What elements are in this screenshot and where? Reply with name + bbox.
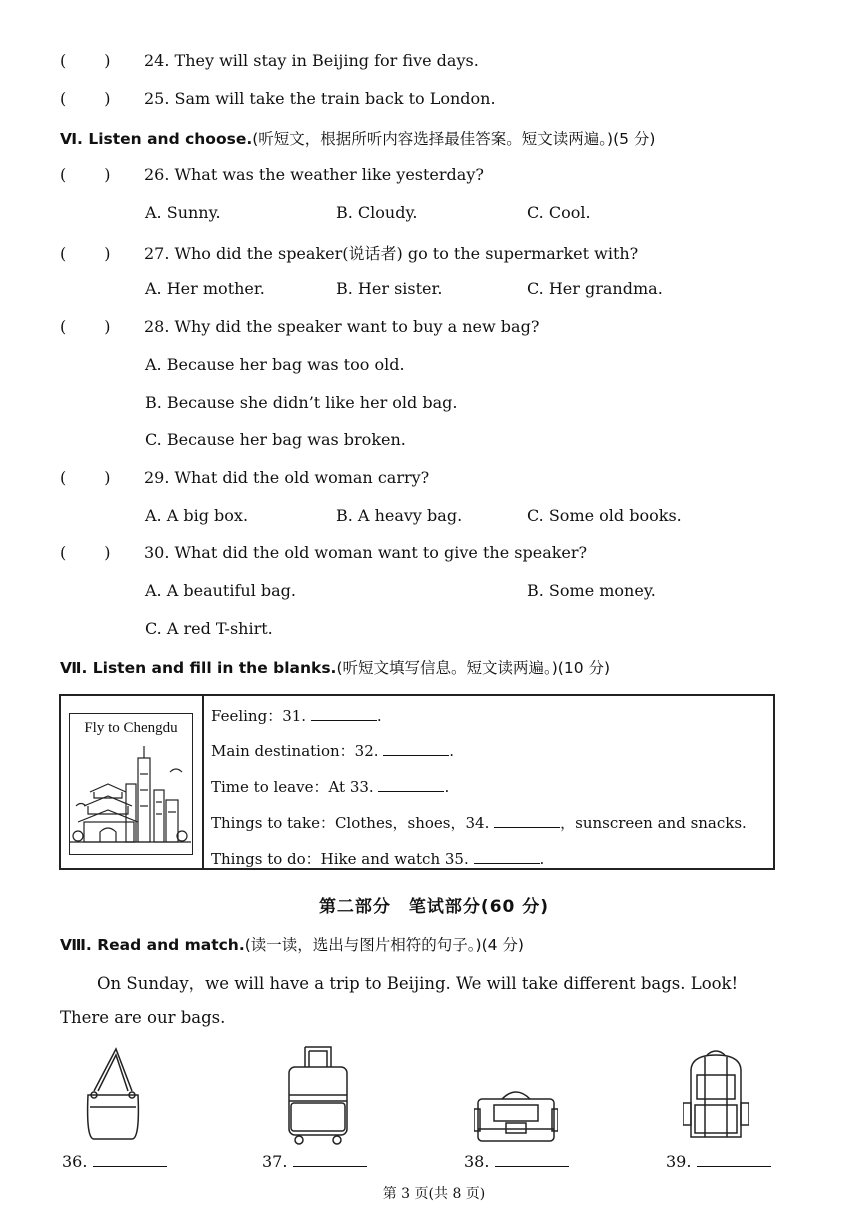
answer-blank-33[interactable] (378, 777, 444, 792)
option-26a: A. Sunny. (145, 203, 221, 222)
reading-paragraph-line-2: There are our bags. (60, 1008, 226, 1027)
page-number: 第 3 页(共 8 页) (382, 1186, 486, 1202)
option-30a: A. A beautiful bag. (145, 581, 297, 600)
option-26b: B. Cloudy. (336, 203, 418, 222)
question-29: ( ) 29. What did the old woman carry? (60, 468, 430, 487)
shoulder-bag-icon (82, 1045, 144, 1145)
backpack-icon (683, 1047, 749, 1143)
question-28: ( ) 28. Why did the speaker want to buy a new bag? (60, 317, 540, 336)
option-27b: B. Her sister. (336, 279, 443, 298)
item-24 (60, 51, 479, 70)
match-label-39: 39. (666, 1152, 771, 1171)
suitcase-icon (283, 1045, 353, 1145)
answer-paren[interactable]: ( ) (60, 543, 111, 562)
question-27: ( ) 27. Who did the speaker(说话者) go to the supermarket with? (60, 244, 639, 263)
item-25 (60, 89, 496, 108)
part-2-title: 第二部分 笔试部分(60 分) (318, 897, 550, 917)
chengdu-picture (69, 713, 193, 855)
table-divider (202, 696, 204, 868)
picture-title: Fly to Chengdu (84, 720, 178, 736)
match-label-37: 37. (262, 1152, 367, 1171)
answer-blank-34[interactable] (494, 813, 560, 828)
option-29a: A. A big box. (145, 506, 249, 525)
question-26: ( ) 26. What was the weather like yesterday? (60, 165, 484, 184)
answer-paren[interactable]: ( ) (60, 51, 111, 70)
answer-blank-38[interactable] (495, 1152, 569, 1167)
match-label-38: 38. (464, 1152, 569, 1171)
blank-line-32: Main destination：32. . (211, 742, 455, 760)
answer-paren[interactable]: ( ) (60, 89, 111, 108)
section-7-heading: Ⅶ. Listen and fill in the blanks.(听短文填写信息。短文读两遍。)(10 分) (60, 659, 611, 677)
blank-line-33: Time to leave：At 33. . (211, 778, 450, 796)
section-6-heading: Ⅵ. Listen and choose.(听短文，根据所听内容选择最佳答案。短文读两遍。)(5 分) (60, 130, 656, 148)
answer-paren[interactable]: ( ) (60, 244, 111, 263)
section-8-heading: Ⅷ. Read and match.(读一读，选出与图片相符的句子。)(4 分) (60, 936, 524, 954)
question-30: ( ) 30. What did the old woman want to give the speaker? (60, 543, 588, 562)
item-text: 25. Sam will take the train back to London. (144, 89, 496, 108)
answer-blank-32[interactable] (383, 741, 449, 756)
answer-blank-39[interactable] (697, 1152, 771, 1167)
answer-paren[interactable]: ( ) (60, 165, 111, 184)
answer-paren[interactable]: ( ) (60, 317, 111, 336)
option-27c: C. Her grandma. (527, 279, 663, 298)
answer-blank-31[interactable] (311, 706, 377, 721)
answer-paren[interactable]: ( ) (60, 468, 111, 487)
reading-paragraph-line-1: On Sunday，we will have a trip to Beijing. We will take different bags. Look! (97, 974, 739, 993)
option-30c: C. A red T-shirt. (145, 619, 273, 638)
blank-line-35: Things to do：Hike and watch 35. . (211, 850, 545, 868)
item-text: 24. They will stay in Beijing for five days. (144, 51, 479, 70)
option-27a: A. Her mother. (145, 279, 265, 298)
option-28c: C. Because her bag was broken. (145, 430, 406, 449)
match-label-36: 36. (62, 1152, 167, 1171)
option-26c: C. Cool. (527, 203, 591, 222)
option-30b: B. Some money. (527, 581, 656, 600)
fill-in-table (59, 694, 775, 870)
chengdu-skyline-illustration (70, 744, 191, 854)
option-29b: B. A heavy bag. (336, 506, 463, 525)
answer-blank-37[interactable] (293, 1152, 367, 1167)
option-28a: A. Because her bag was too old. (145, 355, 405, 374)
duffel-bag-icon (474, 1085, 558, 1145)
blank-line-31: Feeling：31. . (211, 707, 382, 725)
option-29c: C. Some old books. (527, 506, 682, 525)
answer-blank-35[interactable] (474, 849, 540, 864)
blank-line-34: Things to take：Clothes，shoes，34. ，sunscreen and snacks. (211, 814, 747, 832)
option-28b: B. Because she didn’t like her old bag. (145, 393, 458, 412)
answer-blank-36[interactable] (93, 1152, 167, 1167)
